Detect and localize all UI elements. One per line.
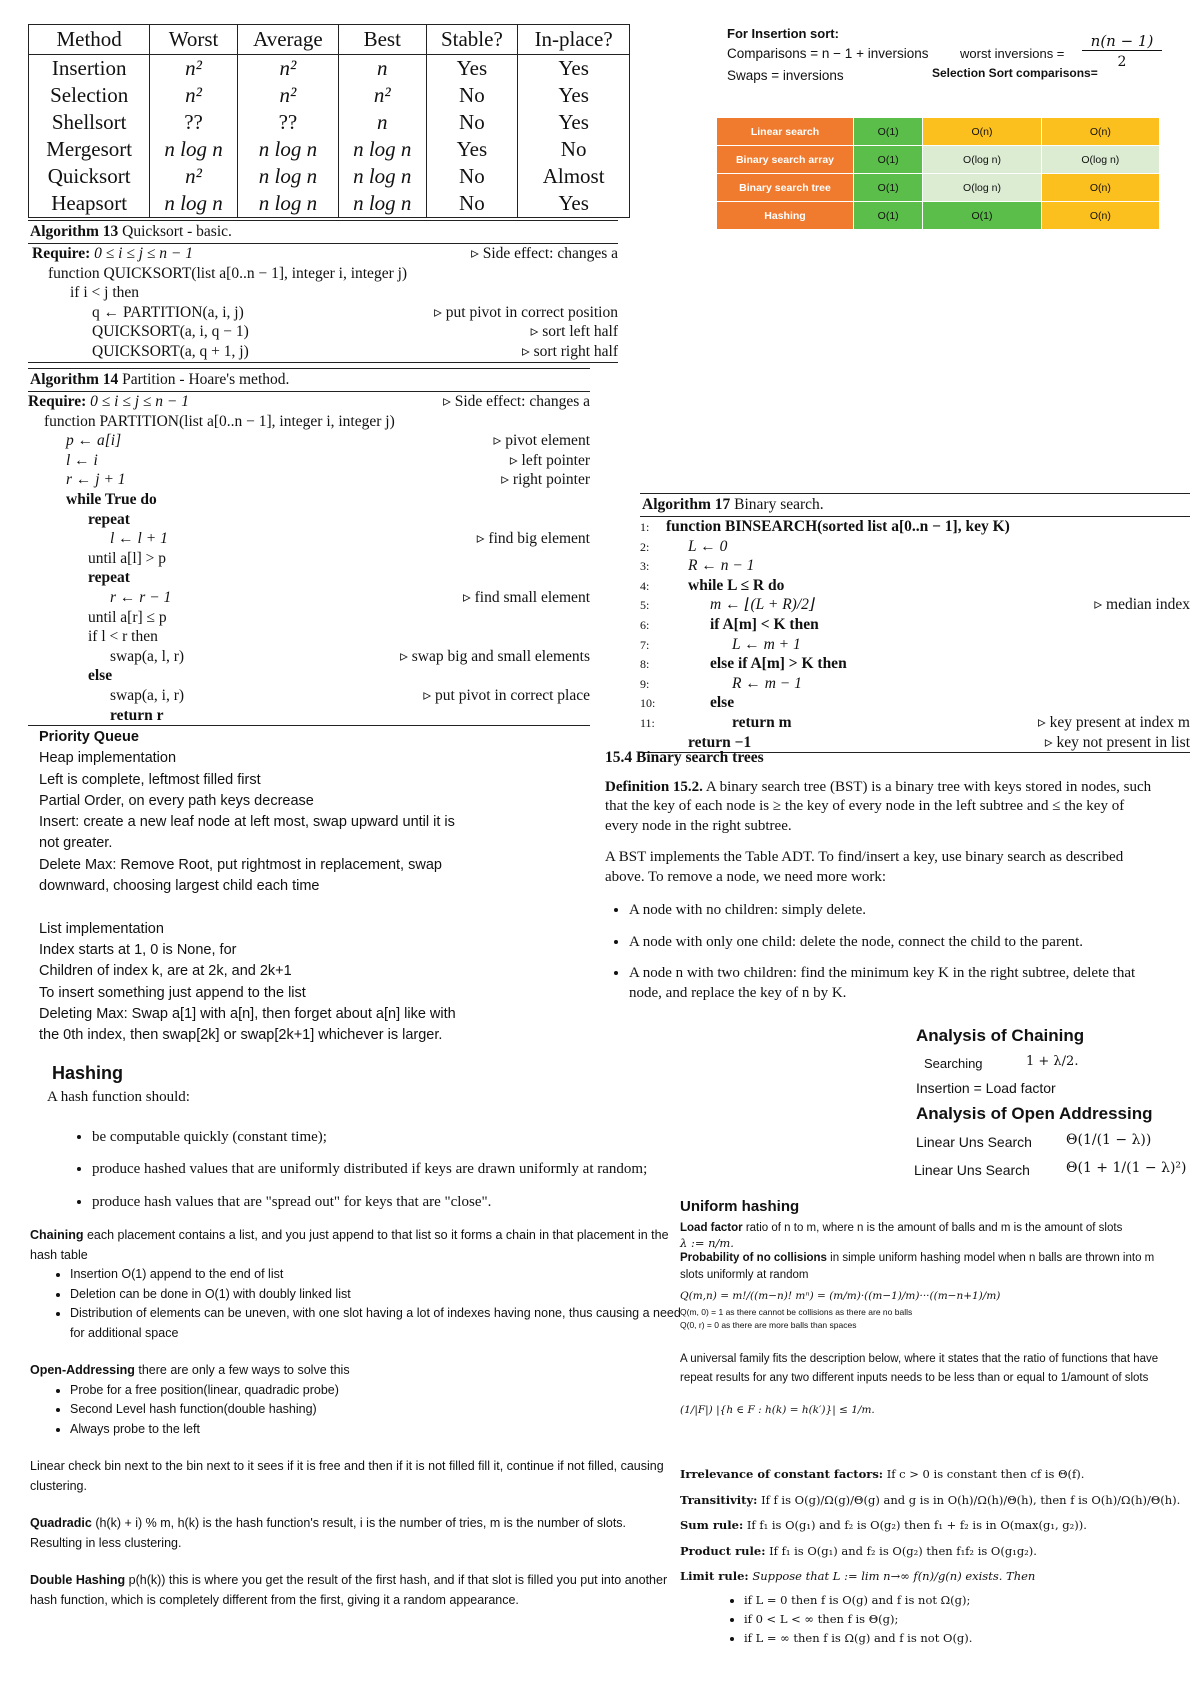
table-row	[29, 82, 630, 109]
list-item: • Second Level hash function(double hashing)	[70, 1400, 680, 1420]
no-collision-paragraph	[680, 1250, 1180, 1284]
algorithm-17-binary-search	[640, 493, 1190, 753]
algorithm-comment: ▹ Side effect: changes a	[471, 245, 618, 262]
quadratic-text: (h(k) + i) % m, h(k) is the hash function's result, i is the number of tries, m is the number of slots. Resulting in less clustering.	[30, 1516, 627, 1550]
algorithm-line: swap(a, l, r)	[110, 647, 185, 665]
algorithm-title: Binary search.	[734, 496, 824, 513]
table-cell: Quicksort	[29, 163, 150, 190]
table-cell: ??	[237, 109, 338, 136]
open-addressing-paragraph	[30, 1361, 680, 1381]
list-item: • produce hash values that are "spread out" for keys that are "close".	[92, 1193, 662, 1213]
line-number: 2:	[640, 539, 650, 554]
note-line: Index starts at 1, 0 is None, for	[39, 941, 237, 958]
priority-queue-notes	[39, 727, 599, 1046]
no-collision-text: in simple uniform hashing model when n balls are thrown into m slots uniformly at random	[680, 1252, 1155, 1281]
algorithm-13-quicksort	[28, 220, 618, 363]
sorting-complexity-table	[28, 24, 630, 218]
table-cell: Yes	[426, 55, 518, 83]
algorithm-line: repeat	[88, 569, 130, 587]
algorithm-number: Algorithm 13	[30, 223, 119, 240]
note-line: Children of index k, are at 2k, and 2k+1	[39, 963, 292, 980]
algorithm-title: Partition - Hoare's method.	[122, 371, 290, 388]
table-cell: n log n	[237, 190, 338, 218]
table-cell: O(n)	[1041, 202, 1159, 230]
require-label: Require:	[28, 393, 87, 410]
rule-text: If c > 0 is constant then cf is Θ(f).	[886, 1467, 1085, 1481]
binary-search-trees-section	[605, 748, 1157, 1003]
linear-probing-text: Linear check bin next to the bin next to it sees if it is free and then if it is not filled fill it, continue if not filled, causing clustering.	[30, 1459, 664, 1493]
chaining-paragraph	[30, 1226, 670, 1265]
list-item: • if L = ∞ then f is Ω(g) and f is not O(g).	[744, 1629, 1190, 1648]
rule-label: Sum rule:	[680, 1518, 744, 1532]
line-number: 6:	[640, 617, 650, 632]
q-formula: Q(m,n) = m!/((m−n)! mⁿ) = (m/m)·((m−1)/m)···((m−n+1)/m)	[680, 1290, 1001, 1302]
algorithm-comment: ▹ key not present in list	[1044, 733, 1190, 751]
algorithm-line: while L ≤ R do	[688, 576, 785, 594]
algorithm-line: R ← n − 1	[688, 557, 755, 575]
chaining-label: Chaining	[30, 1228, 84, 1242]
table-header: Stable?	[426, 25, 518, 55]
table-cell: O(n)	[923, 118, 1041, 146]
rule	[680, 1492, 1190, 1509]
table-header: Average	[237, 25, 338, 55]
table-cell: O(1)	[923, 202, 1041, 230]
selection-comparisons-label: Selection Sort comparisons=	[932, 66, 1098, 80]
algorithm-line: if A[m] < K then	[710, 615, 819, 633]
require-condition: 0 ≤ i ≤ j ≤ n − 1	[94, 245, 193, 262]
algorithm-comment: ▹ sort left half	[530, 323, 618, 341]
table-cell: Linear search	[717, 118, 854, 146]
algorithm-line: p ← a[i]	[66, 432, 122, 450]
table-cell: No	[426, 190, 518, 218]
algorithm-line: if i < j then	[70, 284, 140, 302]
list-item: • A node with no children: simply delete.	[629, 901, 1157, 921]
rule	[680, 1568, 1190, 1585]
load-factor-formula: λ := n/m.	[680, 1236, 734, 1250]
line-number: 11:	[640, 715, 655, 730]
algorithm-line: swap(a, i, r)	[110, 686, 185, 704]
list-item: • A node with only one child: delete the node, connect the child to the parent.	[629, 933, 1157, 953]
table-cell: n log n	[150, 190, 237, 218]
rule-label: Limit rule:	[680, 1569, 749, 1583]
list-item: • Insertion O(1) append to the end of list	[70, 1265, 690, 1285]
algorithm-line: function BINSEARCH(sorted list a[0..n − 1], key K)	[666, 518, 1010, 535]
load-factor-label: Load factor	[680, 1222, 743, 1234]
algorithm-title: Quicksort - basic.	[122, 223, 232, 240]
table-row	[29, 190, 630, 218]
list-item: • produce hashed values that are uniformly distributed if keys are drawn uniformly at random;	[92, 1160, 662, 1180]
searching-value: 1 + λ/2.	[1026, 1054, 1079, 1069]
linear-uns-search-label: Linear Uns Search	[916, 1134, 1032, 1150]
section-title: Uniform hashing	[680, 1198, 800, 1215]
algorithm-line: L ← 0	[688, 537, 728, 555]
double-hashing-paragraph	[30, 1571, 670, 1610]
definition-label: Definition 15.2.	[605, 778, 703, 795]
table-row	[29, 55, 630, 83]
algorithm-comment: ▹ key present at index m	[1038, 713, 1190, 731]
table-cell: n log n	[339, 163, 426, 190]
rule-text: If f₁ is O(g₁) and f₂ is O(g₂) then f₁ + f₂ is in O(max(g₁, g₂)).	[746, 1518, 1087, 1532]
algorithm-line: l ← l + 1	[110, 530, 168, 548]
algorithm-line: if l < r then	[88, 628, 158, 646]
line-number: 1:	[640, 520, 650, 534]
list-item: • be computable quickly (constant time);	[92, 1128, 662, 1148]
algorithm-line: until a[r] ≤ p	[88, 608, 167, 626]
note-line: List implementation	[39, 920, 164, 937]
definition-text: A binary search tree (BST) is a binary tree with keys stored in nodes, such that the key of each node is ≥ the key of every node in the left subtree and ≤ the key of every node in the right subtree.	[605, 778, 1152, 834]
algorithm-comment: ▹ find big element	[476, 530, 590, 548]
no-collision-label: Probability of no collisions	[680, 1252, 827, 1264]
linear-uns-search-value: Θ(1 + 1/(1 − λ)²)	[1066, 1160, 1187, 1176]
universal-family-text: A universal family fits the description below, where it states that the ratio of functions that have repeat results for any two different inputs needs to be less than or equal to 1/amount of slots	[680, 1353, 1159, 1384]
algorithm-line: until a[l] > p	[88, 549, 167, 567]
table-cell: n	[339, 109, 426, 136]
algorithm-line: L ← m + 1	[732, 635, 801, 653]
line-number: 3:	[640, 559, 650, 574]
table-cell: Yes	[518, 55, 630, 83]
algorithm-comment: ▹ put pivot in correct place	[423, 686, 590, 704]
table-cell: Yes	[518, 109, 630, 136]
algorithm-line: return m	[732, 713, 792, 731]
section-title: Analysis of Chaining	[916, 1026, 1085, 1045]
line-number: 5:	[640, 598, 650, 613]
table-cell: n²	[150, 55, 237, 83]
q-case-1: Q(m, 0) = 1 as there cannot be collisions as there are no balls	[680, 1307, 913, 1317]
table-cell: O(1)	[854, 146, 923, 174]
table-cell: n²	[237, 55, 338, 83]
section-title: Hashing	[52, 1063, 124, 1083]
open-addressing-text: there are only a few ways to solve this	[138, 1363, 350, 1377]
rule-label: Transitivity:	[680, 1492, 758, 1507]
worst-inversions-label: worst inversions =	[960, 46, 1065, 61]
insertion-sort-notes	[727, 26, 1167, 90]
chaining-bullets	[30, 1265, 690, 1343]
line-number: 8:	[640, 657, 650, 672]
algorithm-comment: ▹ median index	[1094, 596, 1190, 614]
limit-rule-bullets	[680, 1591, 1190, 1648]
quadratic-label: Quadradic	[30, 1516, 92, 1530]
table-cell: Insertion	[29, 55, 150, 83]
list-item: • if 0 < L < ∞ then f is Θ(g);	[744, 1610, 1190, 1629]
quadratic-paragraph	[30, 1514, 670, 1553]
algorithm-number: Algorithm 14	[30, 371, 119, 388]
rule	[680, 1466, 1190, 1483]
bst-definition	[605, 778, 1157, 837]
algorithm-line: function PARTITION(list a[0..n − 1], integer i, integer j)	[44, 412, 395, 430]
algorithm-comment: ▹ swap big and small elements	[400, 647, 590, 665]
note-line: Deleting Max: Swap a[1] with a[n], then forget about a[n] like with	[39, 1005, 456, 1022]
bst-paragraph: A BST implements the Table ADT. To find/insert a key, use binary search as described above. To remove a node, we need more work:	[605, 849, 1124, 885]
table-row	[717, 146, 1160, 174]
algorithm-line: QUICKSORT(a, i, q − 1)	[92, 323, 249, 341]
bst-bullet-list	[605, 901, 1157, 1003]
algorithm-number: Algorithm 17	[642, 496, 731, 513]
table-cell: n log n	[150, 136, 237, 163]
table-cell: O(n)	[1041, 174, 1159, 202]
algorithm-line: QUICKSORT(a, q + 1, j)	[92, 342, 249, 360]
note-line: downward, choosing largest child each time	[39, 878, 320, 895]
rule-label: Irrelevance of constant factors:	[680, 1467, 884, 1481]
algorithm-line: else	[710, 694, 735, 712]
algorithm-line: return r	[110, 706, 164, 724]
worst-inversions-numerator: n(n − 1)	[1082, 32, 1162, 51]
table-row	[717, 118, 1160, 146]
table-cell: Shellsort	[29, 109, 150, 136]
table-cell: Hashing	[717, 202, 854, 230]
universal-formula: (1/|F|) |{h ∈ F : h(k) = h(k′)}| ≤ 1/m.	[680, 1404, 875, 1416]
table-cell: Selection	[29, 82, 150, 109]
note-line: To insert something just append to the list	[39, 984, 306, 1001]
algorithm-comment: ▹ left pointer	[509, 451, 590, 469]
table-cell: O(log n)	[923, 174, 1041, 202]
asymptotic-rules	[680, 1466, 1190, 1648]
require-condition: 0 ≤ i ≤ j ≤ n − 1	[90, 393, 189, 410]
table-cell: n²	[237, 82, 338, 109]
algorithm-comment: ▹ find small element	[462, 588, 590, 606]
table-cell: No	[426, 109, 518, 136]
algorithm-line: r ← j + 1	[66, 471, 126, 489]
table-header: In-place?	[518, 25, 630, 55]
table-cell: Yes	[518, 82, 630, 109]
rule-text: If f₁ is O(g₁) and f₂ is O(g₂) then f₁f₂ is O(g₁g₂).	[769, 1543, 1037, 1558]
note-line: Delete Max: Remove Root, put rightmost in replacement, swap	[39, 856, 442, 873]
section-heading: 15.4 Binary search trees	[605, 749, 764, 766]
table-cell: No	[426, 82, 518, 109]
table-cell: No	[518, 136, 630, 163]
table-cell: O(1)	[854, 202, 923, 230]
table-header: Best	[339, 25, 426, 55]
algorithm-line: m ← ⌊(L + R)/2⌋	[710, 596, 815, 614]
double-hashing-label: Double Hashing	[30, 1573, 126, 1587]
rule-text: If f is O(g)/Ω(g)/Θ(g) and g is in O(h)/Ω(h)/Θ(h), then f is O(h)/Ω(h)/Θ(h).	[761, 1492, 1181, 1507]
line-number: 4:	[640, 578, 650, 593]
table-row	[29, 163, 630, 190]
table-cell: n²	[150, 163, 237, 190]
table-row	[717, 174, 1160, 202]
algorithm-comment: ▹ Side effect: changes a	[443, 393, 590, 410]
note-line: the 0th index, then swap[2k] or swap[2k+1] whichever is larger.	[39, 1027, 443, 1044]
hashing-bullets	[30, 1128, 662, 1213]
rule	[680, 1517, 1190, 1534]
table-cell: n log n	[339, 190, 426, 218]
searching-label: Searching	[924, 1056, 983, 1071]
table-cell: O(log n)	[1041, 146, 1159, 174]
note-line: Left is complete, leftmost filled first	[39, 771, 261, 788]
list-item: • Probe for a free position(linear, quadradic probe)	[70, 1381, 680, 1401]
table-cell: n	[339, 55, 426, 83]
table-header-row	[29, 25, 630, 55]
table-cell: Binary search tree	[717, 174, 854, 202]
note-spacer	[39, 897, 599, 918]
table-cell: n log n	[237, 163, 338, 190]
hashing-intro: A hash function should:	[47, 1089, 190, 1105]
note-line: Heap implementation	[39, 750, 177, 767]
table-cell: Mergesort	[29, 136, 150, 163]
algorithm-line: else if A[m] > K then	[710, 655, 847, 673]
algorithm-line: q ← PARTITION(a, i, j)	[92, 303, 244, 321]
insertion-swaps: Swaps = inversions	[727, 68, 844, 83]
list-item: • Distribution of elements can be uneven, with one slot having a lot of indexes having none, thus causing a need for additional space	[70, 1304, 690, 1343]
linear-uns-search-value: Θ(1/(1 − λ))	[1066, 1132, 1152, 1148]
note-line: not greater.	[39, 835, 113, 852]
table-cell: Binary search array	[717, 146, 854, 174]
load-factor-text: ratio of n to m, where n is the amount of balls and m is the amount of slots	[745, 1222, 1123, 1234]
algorithm-comment: ▹ pivot element	[493, 432, 590, 450]
table-cell: O(1)	[854, 118, 923, 146]
algorithm-line: function QUICKSORT(list a[0..n − 1], integer i, integer j)	[48, 264, 408, 282]
hashing-section	[30, 1063, 680, 1610]
algorithm-comment: ▹ sort right half	[521, 342, 618, 360]
insertion-notes-title: For Insertion sort:	[727, 26, 839, 41]
table-row	[29, 109, 630, 136]
list-item: • if L = 0 then f is O(g) and f is not Ω(g);	[744, 1591, 1190, 1610]
insertion-comparisons: Comparisons = n − 1 + inversions	[727, 46, 929, 61]
table-cell: Almost	[518, 163, 630, 190]
chaining-text: each placement contains a list, and you just append to that list so it forms a chain in that placement in the hash table	[30, 1228, 669, 1262]
algorithm-line: R ← m − 1	[732, 674, 802, 692]
table-cell: O(n)	[1041, 118, 1159, 146]
rule-label: Product rule:	[680, 1543, 766, 1558]
algorithm-line: l ← i	[66, 451, 98, 469]
algorithm-comment: ▹ right pointer	[501, 471, 590, 489]
section-title: Priority Queue	[39, 729, 139, 745]
double-hashing-text: p(h(k)) this is where you get the result of the first hash, and if that slot is filled you put into another hash function, which is completely different from the first, giving it a random appearance.	[30, 1573, 668, 1607]
table-cell: n log n	[339, 136, 426, 163]
uniform-hashing-section	[680, 1198, 1180, 1418]
worst-inversions-denominator: 2	[1117, 54, 1127, 70]
rule-text: Suppose that L := lim n→∞ f(n)/g(n) exists. Then	[752, 1569, 1036, 1583]
search-complexity-table	[716, 117, 1160, 230]
algorithm-line: else	[88, 667, 113, 685]
algorithm-line: repeat	[88, 510, 130, 528]
list-item: • A node n with two children: find the minimum key K in the right subtree, delete that node, and replace the key of n by K.	[629, 964, 1157, 1003]
algorithm-line: return −1	[688, 733, 752, 751]
analysis-section	[916, 1026, 1196, 1186]
rule	[680, 1543, 1190, 1560]
table-header: Method	[29, 25, 150, 55]
algorithm-line: while True do	[66, 490, 157, 508]
list-item: • Deletion can be done in O(1) with doubly linked list	[70, 1285, 690, 1305]
algorithm-14-partition	[28, 368, 590, 726]
algorithm-comment: ▹ put pivot in correct position	[434, 303, 618, 321]
table-cell: n log n	[237, 136, 338, 163]
linear-uns-search-label: Linear Uns Search	[914, 1162, 1030, 1178]
table-cell: O(log n)	[923, 146, 1041, 174]
table-cell: ??	[150, 109, 237, 136]
open-addressing-bullets	[30, 1381, 680, 1440]
load-factor-paragraph	[680, 1221, 1180, 1236]
open-addressing-label: Open-Addressing	[30, 1363, 135, 1377]
table-cell: Yes	[518, 190, 630, 218]
line-number: 10:	[640, 696, 656, 711]
line-number: 7:	[640, 637, 650, 652]
table-cell: Heapsort	[29, 190, 150, 218]
algorithm-line: r ← r − 1	[110, 588, 172, 606]
table-row	[29, 136, 630, 163]
list-item: • Always probe to the left	[70, 1420, 680, 1440]
note-line: Partial Order, on every path keys decrease	[39, 792, 314, 809]
table-cell: n²	[339, 82, 426, 109]
table-cell: Yes	[426, 136, 518, 163]
table-cell: O(1)	[854, 174, 923, 202]
section-title: Analysis of Open Addressing	[916, 1104, 1153, 1123]
table-cell: No	[426, 163, 518, 190]
line-number: 9:	[640, 676, 650, 691]
q-case-2: Q(0, r) = 0 as there are more balls than spaces	[680, 1320, 857, 1330]
insertion-text: Insertion = Load factor	[916, 1080, 1056, 1096]
require-label: Require:	[32, 245, 91, 262]
table-row	[717, 202, 1160, 230]
table-cell: n²	[150, 82, 237, 109]
table-header: Worst	[150, 25, 237, 55]
note-line: Insert: create a new leaf node at left most, swap upward until it is	[39, 814, 455, 831]
